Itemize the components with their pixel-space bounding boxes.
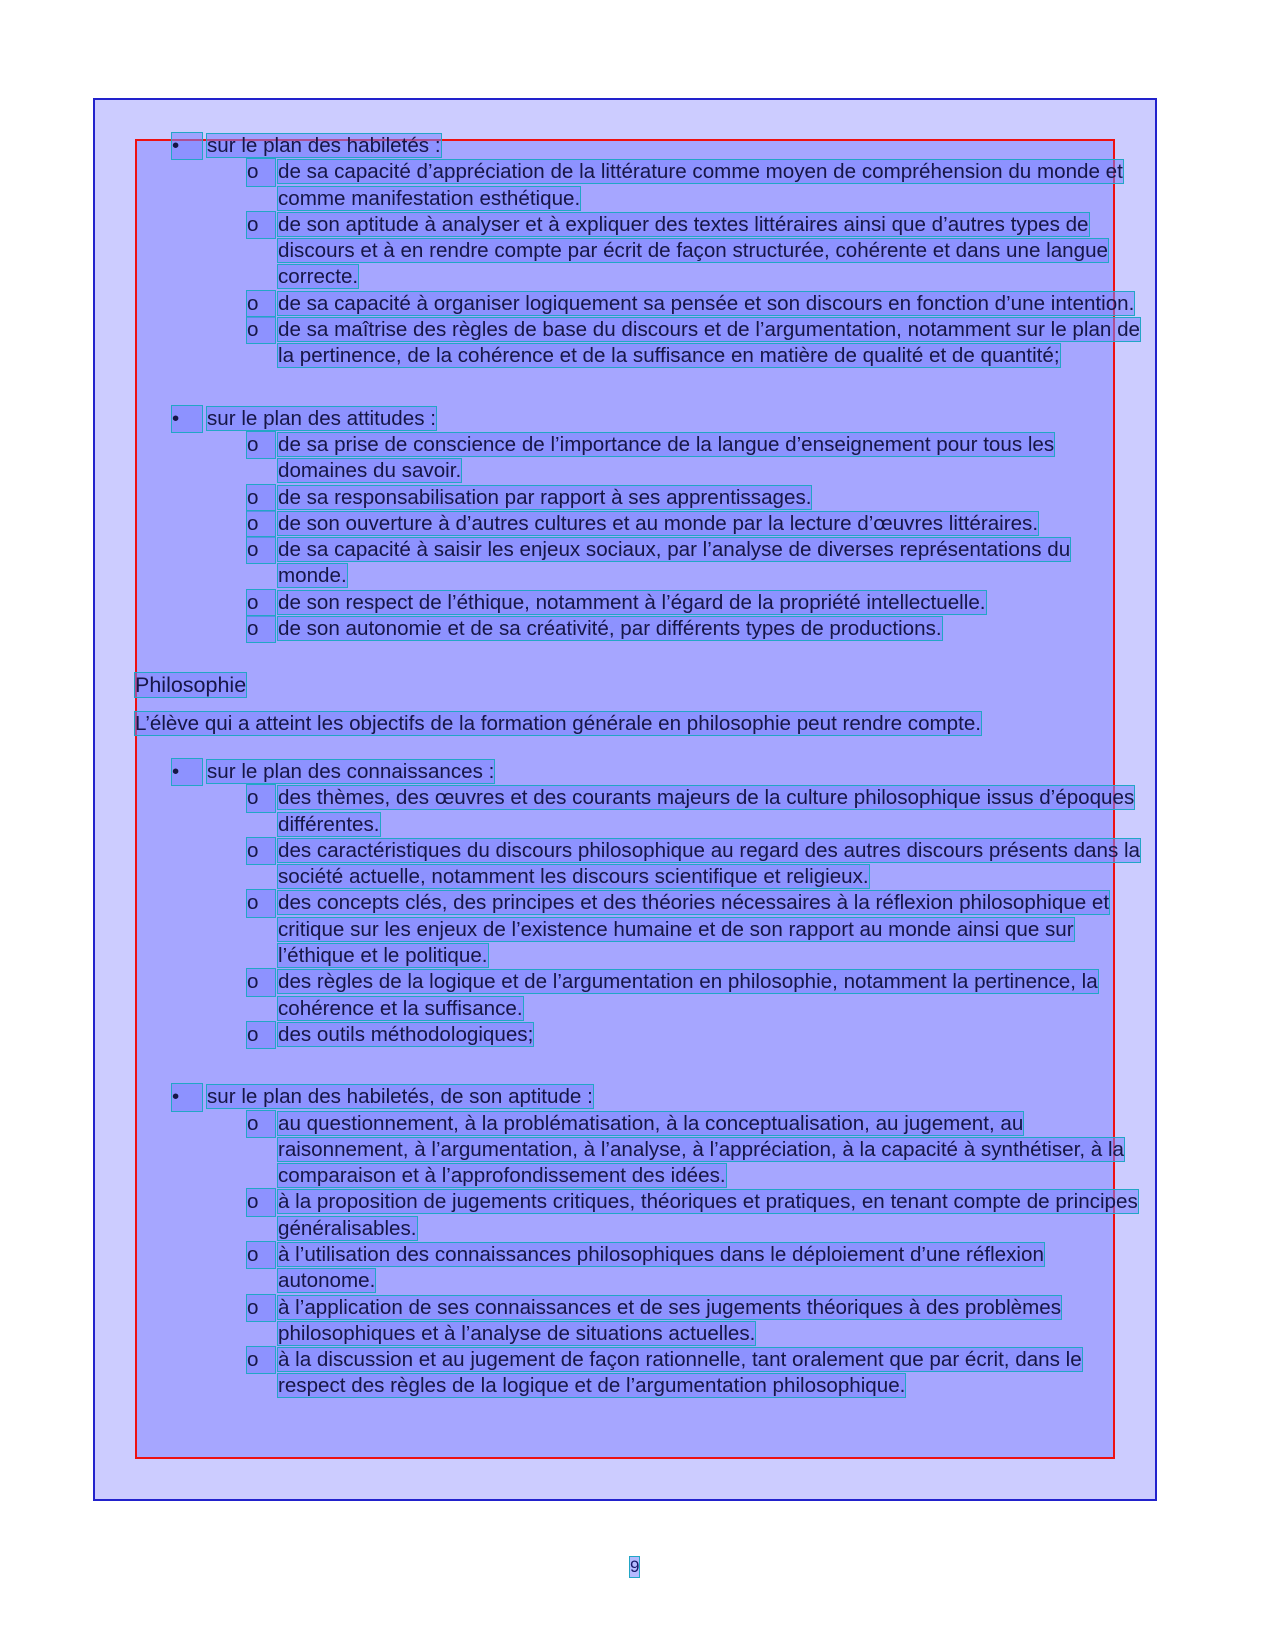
bullet-circle-icon: o — [247, 291, 275, 317]
list-item — [135, 291, 1145, 317]
intro-paragraph — [135, 711, 1145, 737]
list-item-level1 — [135, 1084, 1145, 1110]
item-text: des thèmes, des œuvres et des courants majeurs de la culture philosophique issus d’époques différentes. — [278, 786, 1135, 836]
item-text: à la discussion et au jugement de façon rationnelle, tant oralement que par écrit, dans le respect des règles de la logique et de l’argumentation philosophique. — [278, 1348, 1082, 1398]
bullet-circle-icon: o — [247, 159, 275, 185]
list-item — [135, 1189, 1145, 1242]
item-text: des caractéristiques du discours philosophique au regard des autres discours présents dans la société actuelle, notamment les discours scientifique et religieux. — [278, 838, 1141, 889]
item-text: des concepts clés, des principes et des théories nécessaires à la réflexion philosophique et critique sur les enjeux de l’existence humaine et de son rapport au monde ainsi que sur l’éthique et le politique. — [278, 891, 1110, 968]
section-heading: sur le plan des habiletés, de son aptitude : — [207, 1085, 593, 1109]
list-item — [135, 785, 1145, 838]
section-title-philosophy — [135, 672, 1145, 698]
section-abilities-literature — [135, 133, 1145, 370]
bullet-circle-icon: o — [247, 1347, 275, 1373]
list-item — [135, 1111, 1145, 1190]
bullet-dot-icon: • — [172, 1084, 202, 1110]
list-item — [135, 159, 1145, 212]
bullet-circle-icon: o — [247, 1189, 275, 1215]
bullet-circle-icon: o — [247, 1242, 275, 1268]
bullet-circle-icon: o — [247, 969, 275, 995]
list-item — [135, 616, 1145, 642]
item-text: de son autonomie et de sa créativité, par différents types de productions. — [278, 617, 942, 641]
item-text: de sa capacité à organiser logiquement sa pensée et son discours en fonction d’une intention. — [278, 291, 1135, 315]
item-text: de sa prise de conscience de l’importance de la langue d’enseignement pour tous les domaines du savoir. — [278, 432, 1055, 483]
bullet-circle-icon: o — [247, 485, 275, 511]
item-text: de sa capacité d’appréciation de la littérature comme moyen de compréhension du monde et comme manifestation esthétique. — [278, 160, 1123, 210]
list-item — [135, 511, 1145, 537]
list-item — [135, 969, 1145, 1022]
bullet-circle-icon: o — [247, 1295, 275, 1321]
item-text: de sa maîtrise des règles de base du discours et de l’argumentation, notamment sur le plan de la pertinence, de la cohérence et de la suffisance en matière de qualité et de quantité; — [278, 318, 1140, 368]
item-text: de son ouverture à d’autres cultures et au monde par la lecture d’œuvres littéraires. — [278, 511, 1039, 535]
list-item-level1 — [135, 133, 1145, 159]
item-text: de sa capacité à saisir les enjeux sociaux, par l’analyse de diverses représentations du monde. — [278, 538, 1071, 588]
list-item — [135, 1242, 1145, 1295]
bullet-circle-icon: o — [247, 212, 275, 238]
item-text: de son aptitude à analyser et à expliquer des textes littéraires ainsi que d’autres types de discours et à en rendre compte par écrit de façon structurée, cohérente et dans une langue correcte. — [278, 212, 1108, 289]
section-abilities-philosophy — [135, 1084, 1145, 1400]
bullet-circle-icon: o — [247, 785, 275, 811]
list-item — [135, 317, 1145, 370]
section-heading: sur le plan des attitudes : — [207, 406, 436, 430]
list-item-level1 — [135, 406, 1145, 432]
section-heading: sur le plan des connaissances : — [207, 759, 495, 783]
list-item-level1 — [135, 759, 1145, 785]
list-item — [135, 537, 1145, 590]
section-heading: sur le plan des habiletés : — [207, 134, 441, 157]
bullet-circle-icon: o — [247, 838, 275, 864]
bullet-circle-icon: o — [247, 432, 275, 458]
section-attitudes — [135, 406, 1145, 643]
item-text: de sa responsabilisation par rapport à ses apprentissages. — [278, 485, 812, 509]
list-item — [135, 432, 1145, 485]
bullet-circle-icon: o — [247, 1022, 275, 1048]
item-text: à la proposition de jugements critiques, théoriques et pratiques, en tenant compte de principes généralisables. — [278, 1190, 1138, 1240]
bullet-circle-icon: o — [247, 590, 275, 616]
intro-text: L’élève qui a atteint les objectifs de la formation générale en philosophie peut rendre compte. — [135, 711, 982, 735]
bullet-circle-icon: o — [247, 890, 275, 916]
section-knowledge — [135, 759, 1145, 1048]
bullet-circle-icon: o — [247, 317, 275, 343]
bullet-circle-icon: o — [247, 537, 275, 563]
bullet-circle-icon: o — [247, 1111, 275, 1137]
item-text: des outils méthodologiques; — [278, 1022, 534, 1046]
list-item — [135, 1295, 1145, 1348]
list-item — [135, 838, 1145, 891]
list-item — [135, 1347, 1145, 1400]
item-text: des règles de la logique et de l’argumentation en philosophie, notamment la pertinence, la cohérence et la suffisance. — [278, 970, 1098, 1020]
item-text: à l’utilisation des connaissances philosophiques dans le déploiement d’une réflexion autonome. — [278, 1242, 1044, 1293]
bullet-dot-icon: • — [172, 759, 202, 785]
list-item — [135, 212, 1145, 291]
item-text: à l’application de ses connaissances et de ses jugements théoriques à des problèmes philosophiques et à l’analyse de situations actuelles. — [278, 1295, 1062, 1345]
list-item — [135, 1022, 1145, 1048]
document-body — [135, 133, 1145, 1400]
bullet-circle-icon: o — [247, 616, 275, 642]
list-item — [135, 890, 1145, 969]
item-text: de son respect de l’éthique, notamment à l’égard de la propriété intellectuelle. — [278, 590, 986, 614]
list-item — [135, 590, 1145, 616]
bullet-dot-icon: • — [172, 406, 202, 432]
item-text: au questionnement, à la problématisation, à la conceptualisation, au jugement, au raisonnement, à l’argumentation, à l’analyse, à l’appréciation, à la capacité à synthétiser, à la comparaison et à l’approfondissement des idées. — [278, 1111, 1124, 1188]
bullet-dot-icon: • — [172, 133, 202, 159]
bullet-circle-icon: o — [247, 511, 275, 537]
page-number: 9 — [630, 1557, 640, 1576]
heading-text: Philosophie — [135, 673, 247, 698]
list-item — [135, 485, 1145, 511]
